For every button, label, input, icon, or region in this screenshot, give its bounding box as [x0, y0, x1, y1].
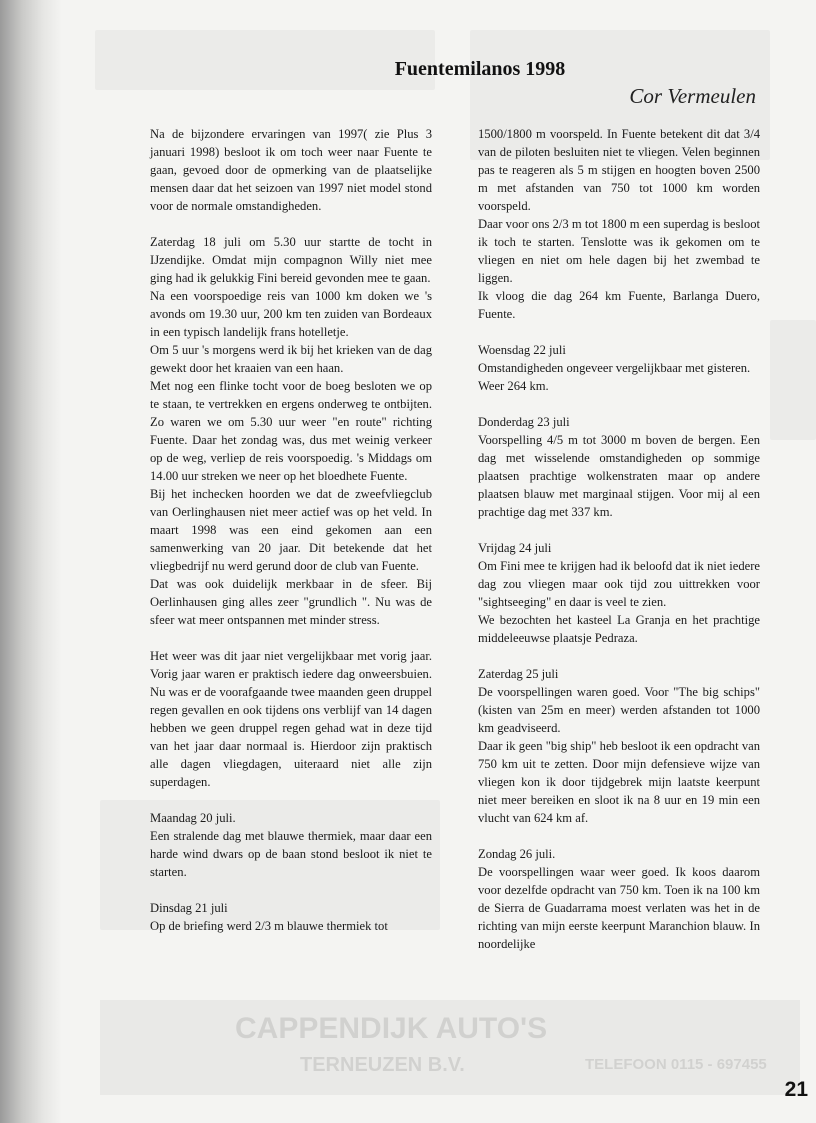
show-through-ad-phone: TELEFOON 0115 - 697455	[585, 1056, 767, 1073]
paragraph: Vrijdag 24 juli	[478, 541, 552, 555]
paragraph: Daar voor ons 2/3 m tot 1800 m een superdag is besloot ik toch te starten. Tenslotte was ik gekomen om te vliegen en niet om hele dagen bij het zwembad te liggen.	[478, 217, 760, 285]
article-title: Fuentemilanos 1998	[394, 58, 566, 80]
page-number: 21	[784, 1078, 808, 1101]
paragraph-gap	[478, 521, 760, 539]
paragraph: Donderdag 23 juli	[478, 415, 570, 429]
paragraph: Om 5 uur 's morgens werd ik bij het krieken van de dag gewekt door het kraaien van een haan.	[150, 343, 432, 375]
paragraph: Voorspelling 4/5 m tot 3000 m boven de bergen. Een dag met wisselende omstandigheden op sommige plaatsen prachtige wolkenstraten maar op andere plaatsen blauw met marginaal stijgen. Voor mij al een prachtige dag met 337 km.	[478, 433, 760, 519]
paragraph-gap	[150, 791, 432, 809]
right-text-column	[478, 125, 760, 953]
show-through-block	[770, 320, 816, 440]
paragraph-gap	[478, 395, 760, 413]
paragraph: Een stralende dag met blauwe thermiek, maar daar een harde wind dwars op de baan stond besloot ik niet te starten.	[150, 829, 432, 879]
page-binding-shadow	[0, 0, 62, 1123]
paragraph: Maandag 20 juli.	[150, 811, 236, 825]
paragraph: Woensdag 22 juli	[478, 343, 566, 357]
show-through-ad-sub: TERNEUZEN B.V.	[300, 1054, 465, 1076]
paragraph: We bezochten het kasteel La Granja en het prachtige middeleeuwse plaatsje Pedraza.	[478, 613, 760, 645]
paragraph-gap	[478, 827, 760, 845]
paragraph: Met nog een flinke tocht voor de boeg besloten we op te staan, te vertrekken en ergens onderweg te ontbijten. Zo waren we om 5.30 uur weer "en route" richting Fuente. Daar het zondag was, dus met weinig verkeer op de weg, verliep de reis voorspoedig. 's Middags om 14.00 uur streken we neer op het bloedhete Fuente.	[150, 379, 432, 483]
paragraph: Daar ik geen "big ship" heb besloot ik een opdracht van 750 km uit te zetten. Door mijn defensieve wijze van vliegen kon ik door tijdgebrek mijn laatste keerpunt niet meer bereiken en sloot ik na 8 uur en 19 min een vlucht van 624 km af.	[478, 739, 760, 825]
article-author: Cor Vermeulen	[629, 84, 756, 108]
paragraph: De voorspellingen waren goed. Voor "The big schips" (kisten van 25m en meer) werden afstanden tot 1000 km geadviseerd.	[478, 685, 760, 735]
left-text-column	[150, 125, 432, 935]
show-through-ad-name: CAPPENDIJK AUTO'S	[235, 1012, 548, 1045]
paragraph: 1500/1800 m voorspeld. In Fuente betekent dit dat 3/4 van de piloten besluiten niet te vliegen. Velen beginnen pas te reageren als 5 m stijgen en hoogten boven 2500 m met afstanden van 750 tot 1000 km worden voorspeld.	[478, 127, 760, 213]
paragraph: Om Fini mee te krijgen had ik beloofd dat ik niet iedere dag zou vliegen maar ook tijd zou uittrekken voor "sightseeging" en daar is veel te zien.	[478, 559, 760, 609]
paragraph-gap	[150, 881, 432, 899]
paragraph-gap	[150, 629, 432, 647]
paragraph-gap	[150, 215, 432, 233]
paragraph: Zaterdag 18 juli om 5.30 uur startte de tocht in IJzendijke. Omdat mijn compagnon Willy niet mee ging had ik gelukkig Fini bereid gevonden mee te gaan.	[150, 235, 432, 285]
paragraph: Omstandigheden ongeveer vergelijkbaar met gisteren.	[478, 361, 751, 375]
paragraph: Dinsdag 21 juli	[150, 901, 228, 915]
paragraph: Het weer was dit jaar niet vergelijkbaar met vorig jaar. Vorig jaar waren er praktisch iedere dag onweersbuien. Nu was er de voorafgaande twee maanden geen druppel regen gevallen en ook tijdens ons verblijf van 14 dagen hebben we geen druppel regen gehad wat in deze tijd van het jaar daar normaal is. Hierdoor zijn praktisch alle dagen vliegdagen, uiteraard niet alle zijn superdagen.	[150, 649, 432, 789]
paragraph: Ik vloog die dag 264 km Fuente, Barlanga Duero, Fuente.	[478, 289, 760, 321]
paragraph: Na een voorspoedige reis van 1000 km doken we 's avonds om 19.30 uur, 200 km ten zuiden van Bordeaux in een typisch landelijk frans hotelletje.	[150, 289, 432, 339]
paragraph: Zaterdag 25 juli	[478, 667, 559, 681]
paragraph: Weer 264 km.	[478, 379, 549, 393]
paragraph: Na de bijzondere ervaringen van 1997( zie Plus 3 januari 1998) besloot ik om toch weer naar Fuente te gaan, gevoed door de opmerking van de plaatselijke mensen daar dat het seizoen van 1997 niet model stond voor de normale omstandigheden.	[150, 127, 432, 213]
paragraph: Op de briefing werd 2/3 m blauwe thermiek tot	[150, 919, 388, 933]
paragraph: Zondag 26 juli.	[478, 847, 556, 861]
paragraph: Dat was ook duidelijk merkbaar in de sfeer. Bij Oerlinhausen ging alles zeer "grundlich ". Nu was de sfeer wat meer ontspannen met minder stress.	[150, 577, 432, 627]
paragraph: Bij het inchecken hoorden we dat de zweefvliegclub van Oerlinghausen niet meer actief was op het veld. In maart 1998 was een eind gekomen aan een samenwerking van 20 jaar. Dit betekende dat het vliegbedrijf nu werd gerund door de club van Fuente.	[150, 487, 432, 573]
paragraph: De voorspellingen waar weer goed. Ik koos daarom voor dezelfde opdracht van 750 km. Toen ik na 100 km de Sierra de Guadarrama moest verlaten was het in de richting van mijn eerste keerpunt Maranchion blauw. In noordelijke	[478, 865, 760, 951]
paragraph-gap	[478, 647, 760, 665]
paragraph-gap	[478, 323, 760, 341]
